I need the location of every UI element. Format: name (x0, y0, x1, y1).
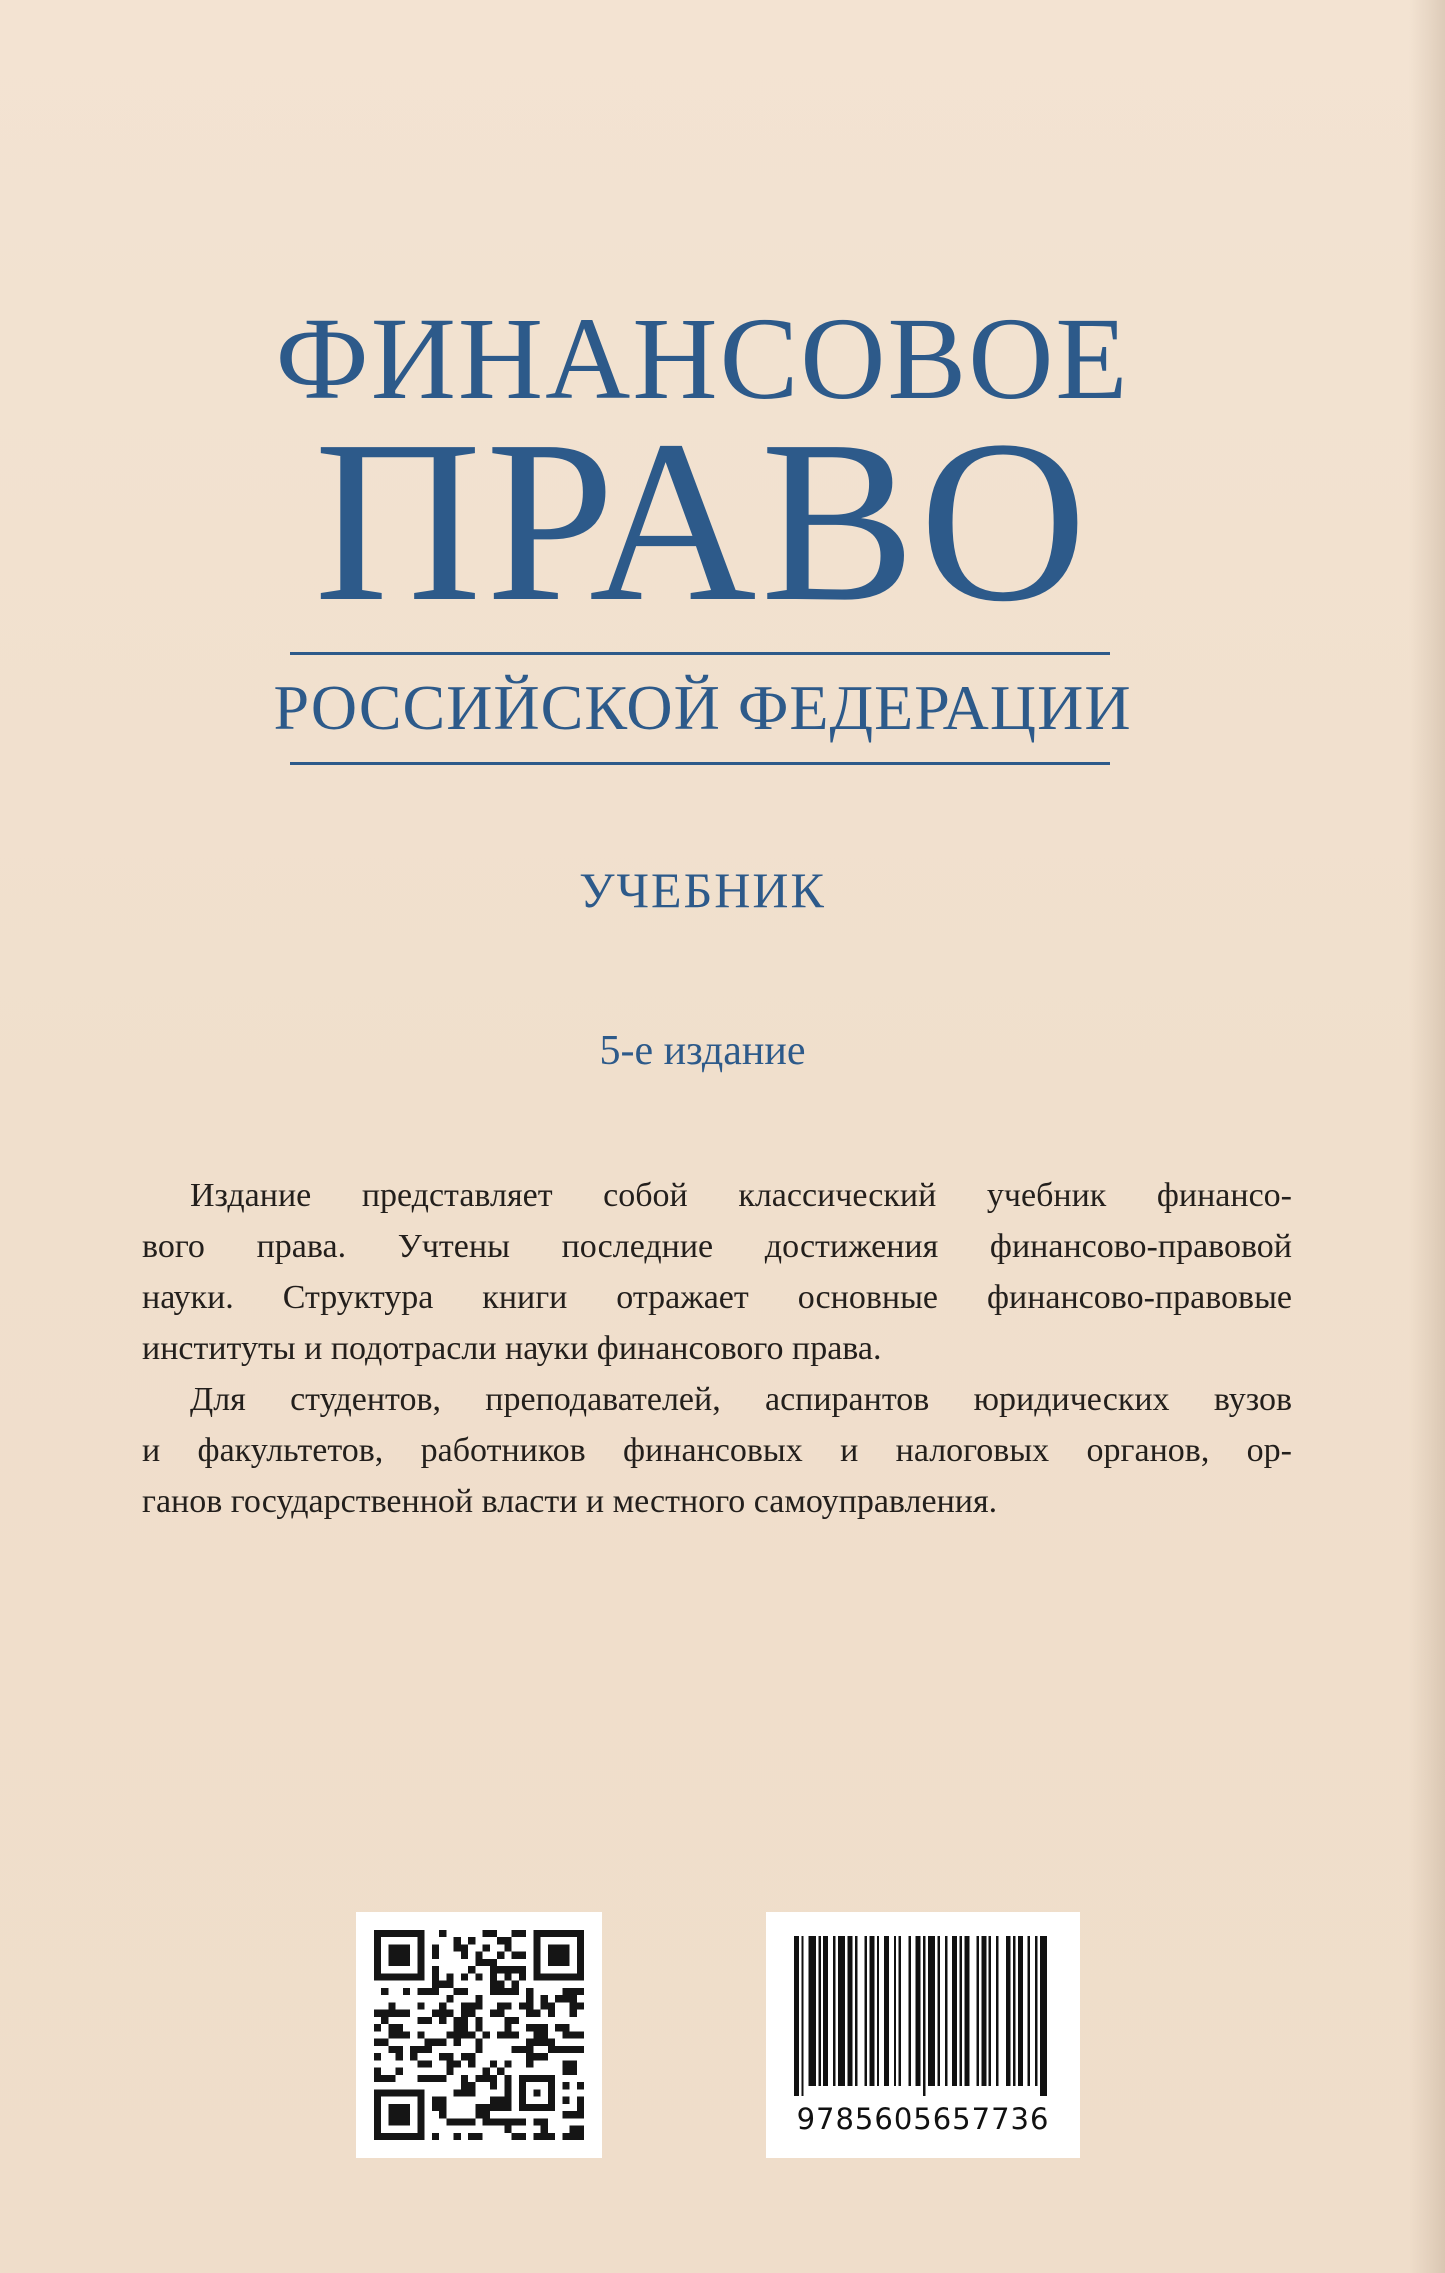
annotation-line: Для студентов, преподавателей, аспирантов юридических вузов (190, 1381, 1292, 1418)
qr-code-graphic (374, 1930, 584, 2140)
annotation-text (142, 1170, 1292, 1527)
title-line-2: ПРАВО (314, 393, 1091, 650)
annotation-line: ганов государственной власти и местного самоуправления. (142, 1483, 998, 1520)
annotation-line: науки. Структура книги отражает основные финансово-правовые (142, 1279, 1292, 1316)
title-line-1: ФИНАНСОВОЕ (275, 293, 1130, 424)
annotation-line: вого права. Учтены последние достижения финансово-правовой (142, 1228, 1292, 1265)
isbn-number: 9785605657736 (796, 2102, 1050, 2136)
barcode-graphic (794, 1936, 1052, 2096)
qr-code-icon (356, 1912, 602, 2158)
title-line-3: РОССИЙСКОЙ ФЕДЕРАЦИИ (273, 672, 1132, 743)
title-rule-top (290, 652, 1110, 655)
book-type-label: УЧЕБНИК (579, 862, 826, 918)
title-rule-bottom (290, 762, 1110, 765)
annotation-line: институты и подотрасли науки финансового права. (142, 1330, 882, 1367)
annotation-line: Издание представляет собой классический учебник финансо- (190, 1177, 1292, 1214)
cover-edge-shadow (1409, 0, 1445, 2273)
edition-label: 5-е издание (599, 1028, 806, 1074)
barcode-icon (766, 1912, 1080, 2158)
annotation-line: и факультетов, работников финансовых и налоговых органов, ор- (142, 1432, 1292, 1469)
